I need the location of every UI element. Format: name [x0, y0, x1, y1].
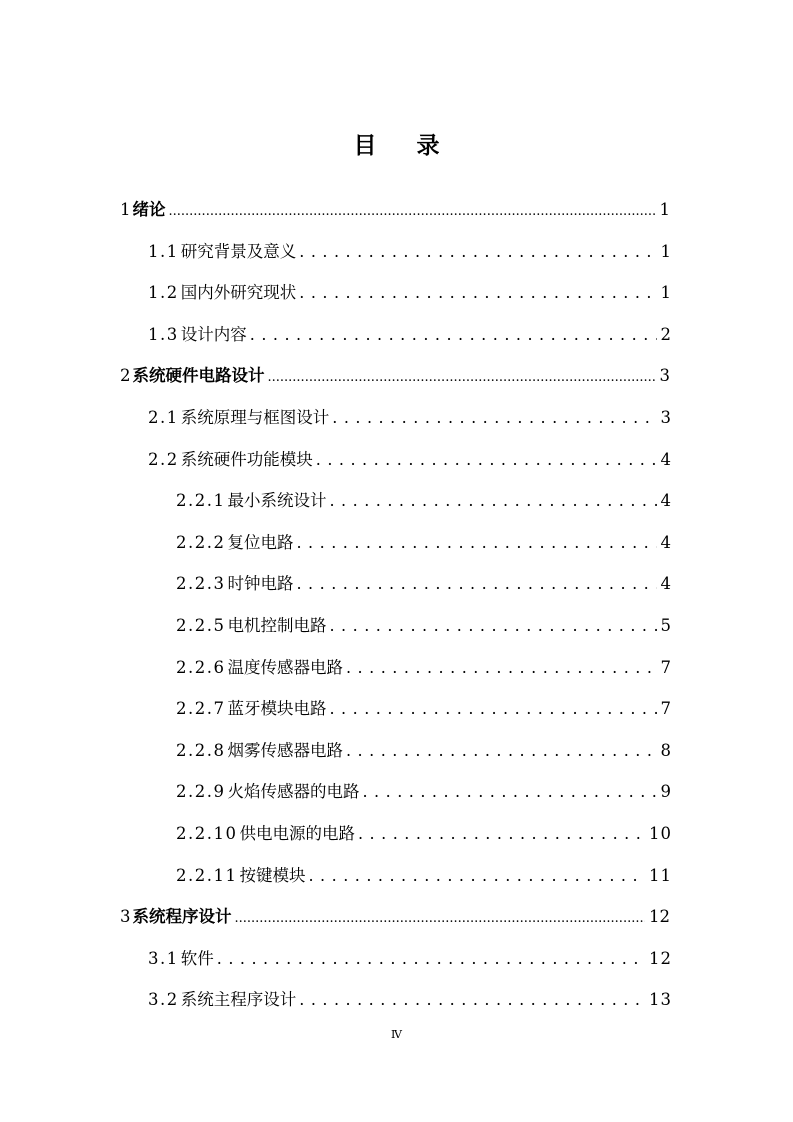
toc-entry-level-3[interactable] [176, 568, 672, 600]
toc-leader-dots [332, 402, 656, 434]
toc-entry-number: 2.1 [148, 408, 179, 427]
toc-entry-level-3[interactable] [176, 735, 672, 767]
toc-leader-dots [362, 776, 656, 808]
toc-entry-number: 2.2.1 [176, 491, 226, 511]
toc-entry-number: 2.2.10 [176, 824, 238, 843]
toc-entry-number: 3.1 [148, 948, 179, 968]
toc-entry-level-3[interactable] [176, 485, 672, 517]
toc-entry-number: 2.2.9 [176, 782, 226, 802]
toc-leader-dots [250, 319, 657, 351]
toc-entry-page: 7 [660, 657, 672, 677]
toc-entry-level-2[interactable] [148, 984, 672, 1016]
toc-entry-title: 最小系统设计 [227, 491, 327, 511]
toc-entry-level-3[interactable] [176, 693, 672, 725]
toc-entry-title: 复位电路 [227, 532, 294, 552]
toc-entry-number: 2.2.2 [176, 532, 226, 552]
toc-entry-page: 4 [660, 532, 672, 552]
toc-leader-dots [358, 818, 645, 850]
toc-entry-page: 12 [649, 907, 670, 927]
toc-leader-dots [169, 194, 656, 226]
toc-entry-title: 系统主程序设计 [180, 990, 297, 1010]
toc-leader-dots [329, 485, 656, 517]
toc-entry-level-1[interactable] [120, 360, 670, 392]
toc-entry-title: 系统原理与框图设计 [180, 408, 330, 427]
toc-entry-number: 2.2.5 [176, 616, 226, 635]
toc-entry-level-3[interactable] [176, 527, 672, 559]
toc-entry-title: 研究背景及意义 [180, 241, 297, 261]
toc-entry-level-3[interactable] [176, 610, 672, 642]
toc-entry-page: 4 [660, 574, 672, 594]
toc-leader-dots [299, 984, 645, 1016]
toc-entry-page: 3 [660, 408, 672, 427]
toc-entry-level-2[interactable] [148, 402, 672, 434]
toc-entry-number: 1 [120, 200, 131, 219]
toc-entry-number: 2.2.8 [176, 740, 226, 760]
toc-leader-dots [308, 860, 645, 892]
toc-entry-title: 时钟电路 [227, 574, 294, 594]
toc-entry-title: 系统硬件电路设计 [132, 366, 265, 386]
toc-entry-page: 11 [649, 865, 672, 885]
toc-entry-level-1[interactable] [120, 901, 670, 933]
toc-entry-title: 蓝牙模块电路 [227, 699, 327, 719]
toc-leader-dots [268, 360, 656, 392]
toc-entry-number: 1.3 [148, 324, 179, 344]
toc-entry-level-3[interactable] [176, 652, 672, 684]
toc-leader-dots [299, 236, 656, 268]
toc-entry-page: 2 [660, 324, 672, 344]
toc-entry-page: 5 [660, 616, 672, 635]
toc-entry-title: 国内外研究现状 [180, 283, 297, 303]
page-number: Ⅳ [391, 1028, 402, 1041]
toc-leader-dots [217, 943, 645, 975]
toc-entry-title: 按键模块 [239, 865, 306, 885]
toc-entry-level-3[interactable] [176, 818, 672, 850]
toc-entry-title: 电机控制电路 [227, 616, 327, 635]
toc-entry-number: 2 [120, 366, 131, 386]
toc-entry-page: 3 [659, 366, 670, 386]
toc-leader-dots [235, 901, 646, 933]
toc-entry-number: 2.2.6 [176, 657, 226, 677]
toc-entry-page: 1 [660, 283, 672, 303]
toc-leader-dots [296, 527, 656, 559]
toc-entry-page: 4 [660, 449, 672, 469]
toc-leader-dots [316, 444, 657, 476]
toc-entry-title: 绪论 [132, 200, 166, 219]
toc-entry-level-1[interactable] [120, 194, 670, 226]
toc-entry-level-2[interactable] [148, 236, 672, 268]
toc-entry-page: 1 [659, 200, 670, 219]
toc-leader-dots [346, 735, 657, 767]
toc-entry-number: 2.2.3 [176, 574, 226, 594]
toc-entry-title: 系统硬件功能模块 [180, 449, 313, 469]
toc-entry-number: 3.2 [148, 990, 179, 1010]
page-title: 目 录 [353, 133, 456, 159]
toc-entry-level-2[interactable] [148, 319, 672, 351]
toc-entry-title: 火焰传感器的电路 [227, 782, 360, 802]
toc-entry-number: 1.1 [148, 241, 179, 261]
toc-entry-title: 烟雾传感器电路 [227, 740, 343, 760]
toc-entry-level-3[interactable] [176, 776, 672, 808]
toc-entry-level-2[interactable] [148, 277, 672, 309]
toc-leader-dots [296, 568, 656, 600]
toc-entry-level-2[interactable] [148, 943, 672, 975]
toc-entry-number: 2.2.11 [176, 865, 238, 885]
toc-entry-page: 1 [660, 241, 672, 261]
toc-entry-page: 10 [649, 824, 672, 843]
toc-entry-page: 4 [660, 491, 672, 511]
toc-entry-page: 8 [660, 740, 672, 760]
toc-entry-number: 1.2 [148, 283, 179, 303]
toc-entry-page: 13 [649, 990, 672, 1010]
toc-entry-title: 供电电源的电路 [239, 824, 355, 843]
toc-entry-level-3[interactable] [176, 860, 672, 892]
toc-entry-title: 软件 [180, 948, 214, 968]
toc-entry-number: 2.2 [148, 449, 179, 469]
toc-entry-page: 7 [660, 699, 672, 719]
toc-entry-level-2[interactable] [148, 444, 672, 476]
toc-entry-page: 12 [649, 948, 672, 968]
toc-leader-dots [346, 652, 657, 684]
toc-entry-page: 9 [660, 782, 672, 802]
toc-entry-number: 2.2.7 [176, 699, 226, 719]
toc-leader-dots [329, 610, 656, 642]
toc-entry-number: 3 [120, 907, 131, 927]
toc-entry-title: 设计内容 [180, 324, 247, 344]
toc-leader-dots [329, 693, 656, 725]
toc-leader-dots [299, 277, 656, 309]
toc-entry-title: 系统程序设计 [132, 907, 232, 927]
toc-entry-title: 温度传感器电路 [227, 657, 343, 677]
